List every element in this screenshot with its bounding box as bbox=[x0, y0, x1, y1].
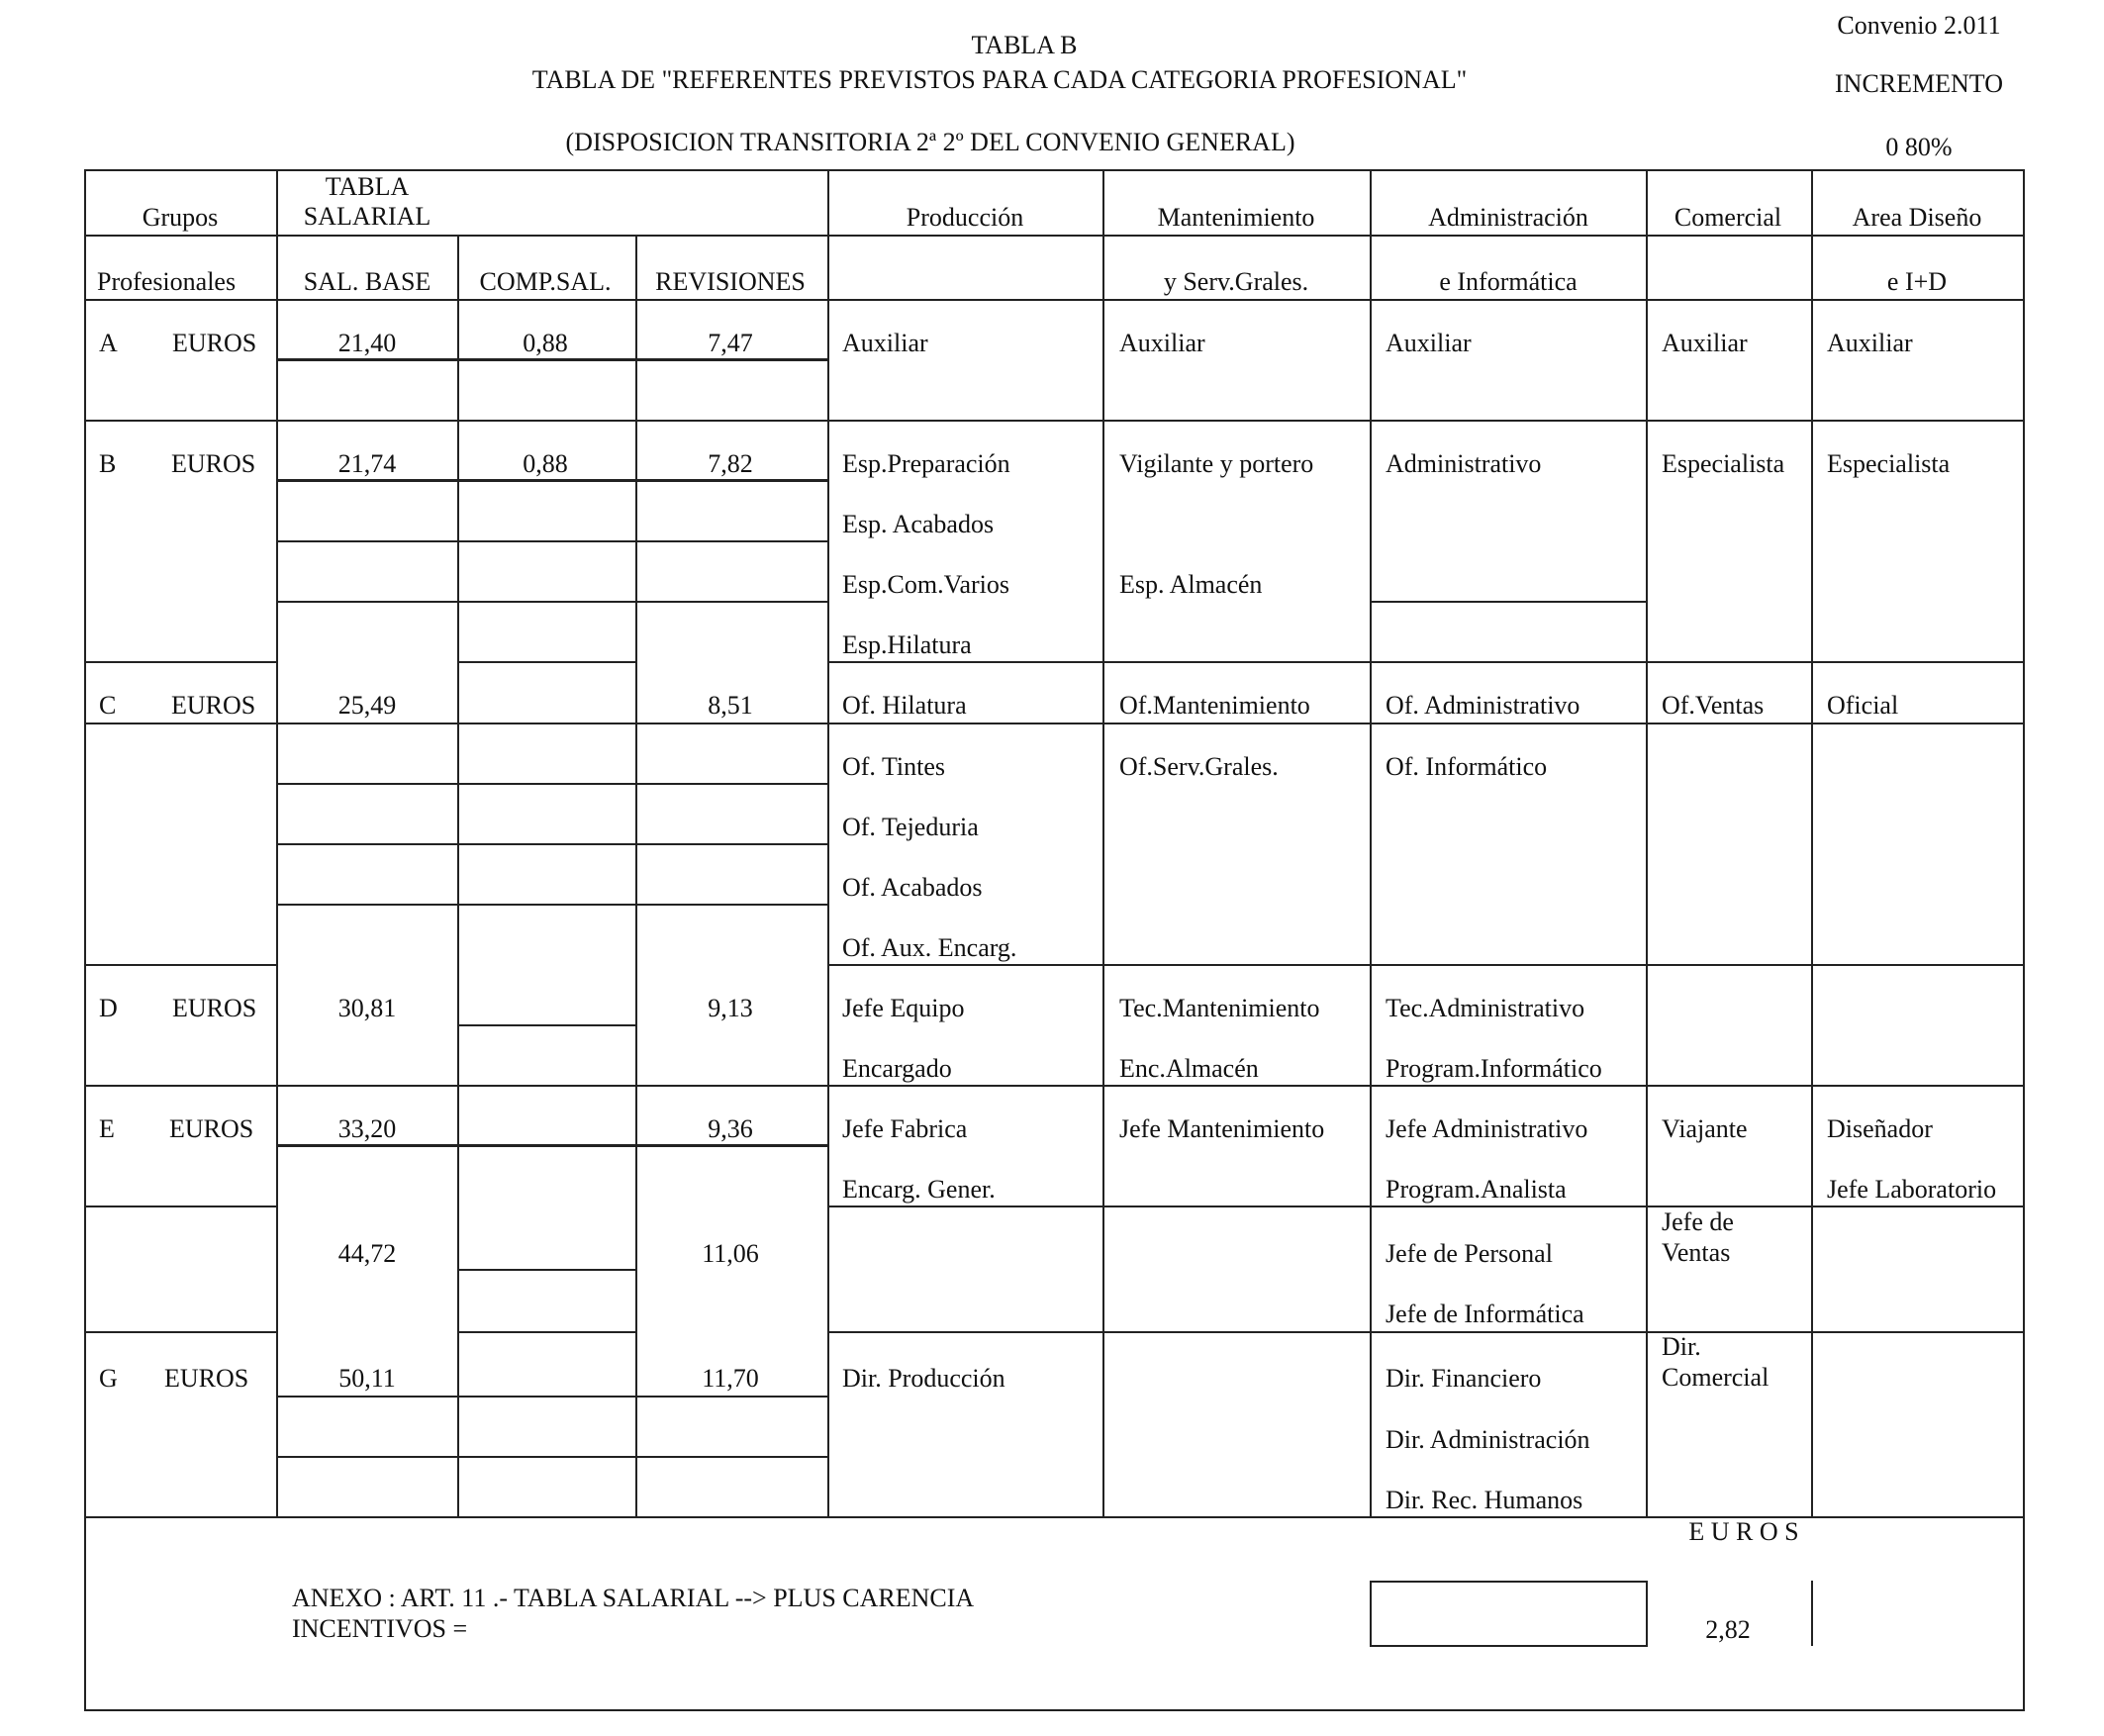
produccion-a: Auxiliar bbox=[842, 329, 928, 357]
administracion-c-2: Of. Informático bbox=[1386, 752, 1548, 781]
sal-base-d: 30,81 bbox=[337, 994, 397, 1022]
anexo-value-box bbox=[1370, 1581, 1648, 1647]
sal-base-g: 50,11 bbox=[338, 1364, 396, 1393]
group-letter-a: A bbox=[99, 329, 118, 357]
grid-line bbox=[276, 601, 828, 603]
convenio-label: Convenio 2.011 bbox=[1837, 11, 2001, 40]
anexo-plus-carencia-value: 2,82 bbox=[1705, 1615, 1751, 1644]
row-ef-line bbox=[827, 1206, 2025, 1207]
col-header-mantenimiento-sub: y Serv.Grales. bbox=[1163, 267, 1309, 296]
sal-base-a: 21,40 bbox=[337, 329, 397, 357]
sal-base-b: 21,74 bbox=[337, 449, 397, 478]
administracion-f-2: Jefe de Informática bbox=[1386, 1300, 1584, 1328]
col-header-diseno-sub: e I+D bbox=[1886, 267, 1948, 296]
row-e-bottom-line bbox=[84, 1085, 2025, 1087]
col-line-administracion bbox=[1370, 169, 1372, 1516]
col-header-produccion: Producción bbox=[906, 203, 1024, 232]
group-unit-g: EUROS bbox=[164, 1364, 249, 1393]
administracion-b: Administrativo bbox=[1386, 449, 1542, 478]
col-header-profesionales: Profesionales bbox=[97, 267, 237, 296]
sal-base-e: 33,20 bbox=[337, 1114, 397, 1143]
row-b-bottom-line bbox=[827, 661, 2025, 663]
group-unit-b: EUROS bbox=[171, 449, 256, 478]
diseno-c: Oficial bbox=[1827, 691, 1899, 720]
col-header-tabla: TABLA bbox=[325, 172, 410, 201]
col-line-produccion bbox=[827, 169, 829, 1516]
diseno-e-1: Diseñador bbox=[1827, 1114, 1933, 1143]
col-header-grupos: Grupos bbox=[142, 203, 219, 232]
produccion-c-1: Of. Hilatura bbox=[842, 691, 967, 720]
administracion-d-1: Tec.Administrativo bbox=[1386, 994, 1585, 1022]
revisiones-c: 8,51 bbox=[708, 691, 753, 720]
value-underline bbox=[276, 358, 828, 360]
comercial-g-2: Comercial bbox=[1662, 1363, 1769, 1392]
anexo-line-2: INCENTIVOS = bbox=[292, 1614, 468, 1643]
group-letter-g: G bbox=[99, 1364, 118, 1393]
produccion-e-1: Jefe Fabrica bbox=[842, 1114, 968, 1143]
group-letter-d: D bbox=[99, 994, 118, 1022]
grid-line bbox=[457, 1085, 635, 1087]
grid-line bbox=[457, 1024, 635, 1026]
col-line-revisiones bbox=[635, 235, 637, 1516]
col-header-revisiones: REVISIONES bbox=[655, 267, 806, 296]
revisiones-a: 7,47 bbox=[708, 329, 753, 357]
produccion-c-5: Of. Aux. Encarg. bbox=[842, 933, 1017, 962]
group-unit-e: EUROS bbox=[169, 1114, 254, 1143]
sal-base-c: 25,49 bbox=[337, 691, 397, 720]
mantenimiento-b-2: Esp. Almacén bbox=[1119, 570, 1263, 599]
administracion-f-1: Jefe de Personal bbox=[1386, 1239, 1553, 1268]
grid-line bbox=[276, 540, 828, 542]
grid-line bbox=[276, 783, 828, 785]
revisiones-d: 9,13 bbox=[708, 994, 753, 1022]
sal-base-f: 44,72 bbox=[337, 1239, 397, 1268]
anexo-divider bbox=[1811, 1581, 1813, 1646]
administracion-a: Auxiliar bbox=[1386, 329, 1472, 357]
revisiones-f: 11,06 bbox=[702, 1239, 759, 1268]
produccion-c-3: Of. Tejeduria bbox=[842, 813, 979, 841]
produccion-b-4: Esp.Hilatura bbox=[842, 630, 972, 659]
group-cd-line bbox=[84, 964, 276, 966]
comercial-c: Of.Ventas bbox=[1662, 691, 1765, 720]
group-letter-b: B bbox=[99, 449, 117, 478]
col-header-salarial: SALARIAL bbox=[303, 202, 431, 231]
col-header-administracion-sub: e Informática bbox=[1439, 267, 1578, 296]
produccion-e-2: Encarg. Gener. bbox=[842, 1175, 996, 1204]
grid-line bbox=[276, 904, 828, 906]
incremento-label: INCREMENTO bbox=[1835, 69, 2003, 98]
administracion-d-2: Program.Informático bbox=[1386, 1054, 1602, 1083]
produccion-b-3: Esp.Com.Varios bbox=[842, 570, 1009, 599]
produccion-b-2: Esp. Acabados bbox=[842, 510, 995, 538]
administracion-g-2: Dir. Administración bbox=[1386, 1425, 1590, 1454]
diseno-b: Especialista bbox=[1827, 449, 1951, 478]
mantenimiento-b-1: Vigilante y portero bbox=[1119, 449, 1314, 478]
admin-b-line bbox=[1370, 601, 1647, 603]
row-cd-line bbox=[827, 964, 2025, 966]
comp-sal-a: 0,88 bbox=[523, 329, 568, 357]
group-bc-line bbox=[84, 661, 276, 663]
group-letter-c: C bbox=[99, 691, 117, 720]
group-unit-d: EUROS bbox=[172, 994, 257, 1022]
grid-line bbox=[276, 1456, 828, 1458]
administracion-c-1: Of. Administrativo bbox=[1386, 691, 1580, 720]
incremento-value: 0 80% bbox=[1885, 133, 1953, 161]
produccion-g: Dir. Producción bbox=[842, 1364, 1005, 1393]
comercial-f-1: Jefe de bbox=[1662, 1207, 1734, 1236]
administracion-e-2: Program.Analista bbox=[1386, 1175, 1567, 1204]
mantenimiento-d-1: Tec.Mantenimiento bbox=[1119, 994, 1320, 1022]
comercial-e: Viajante bbox=[1662, 1114, 1748, 1143]
header-row-line bbox=[84, 235, 2025, 237]
diseno-e-2: Jefe Laboratorio bbox=[1827, 1175, 1997, 1204]
group-ef-line bbox=[84, 1206, 276, 1207]
group-unit-c: EUROS bbox=[171, 691, 256, 720]
mantenimiento-e: Jefe Mantenimiento bbox=[1119, 1114, 1325, 1143]
mantenimiento-d-2: Enc.Almacén bbox=[1119, 1054, 1259, 1083]
row-c-bottom-line bbox=[84, 723, 2025, 724]
col-line-mantenimiento bbox=[1102, 169, 1104, 1516]
value-underline bbox=[276, 1144, 828, 1146]
row-fg-line bbox=[827, 1331, 2025, 1333]
administracion-g-1: Dir. Financiero bbox=[1386, 1364, 1542, 1393]
col-header-diseno: Area Diseño bbox=[1852, 203, 1982, 232]
mantenimiento-a: Auxiliar bbox=[1119, 329, 1205, 357]
produccion-c-4: Of. Acabados bbox=[842, 873, 983, 902]
row-a-bottom-line bbox=[84, 420, 2025, 422]
col-header-mantenimiento: Mantenimiento bbox=[1157, 203, 1315, 232]
revisiones-b: 7,82 bbox=[708, 449, 753, 478]
col-header-sal-base: SAL. BASE bbox=[303, 267, 431, 296]
comercial-f-2: Ventas bbox=[1662, 1238, 1731, 1267]
table-frame bbox=[84, 169, 2025, 1711]
value-underline bbox=[276, 479, 828, 481]
diseno-a: Auxiliar bbox=[1827, 329, 1913, 357]
table-title: TABLA B bbox=[971, 31, 1078, 59]
grid-line bbox=[457, 661, 635, 663]
comp-sal-b: 0,88 bbox=[523, 449, 568, 478]
anexo-euros-label: E U R O S bbox=[1688, 1517, 1799, 1546]
col-line-compsal bbox=[457, 235, 459, 1516]
col-line-diseno bbox=[1811, 169, 1813, 1516]
mantenimiento-c-1: Of.Mantenimiento bbox=[1119, 691, 1310, 720]
grid-line bbox=[276, 1396, 828, 1398]
produccion-b-1: Esp.Preparación bbox=[842, 449, 1010, 478]
col-header-comercial: Comercial bbox=[1674, 203, 1782, 232]
group-fg-line bbox=[84, 1331, 276, 1333]
col-header-administracion: Administración bbox=[1428, 203, 1588, 232]
grid-line bbox=[276, 843, 828, 845]
comercial-b: Especialista bbox=[1662, 449, 1785, 478]
comercial-a: Auxiliar bbox=[1662, 329, 1748, 357]
grid-line bbox=[457, 1269, 635, 1271]
produccion-d-2: Encargado bbox=[842, 1054, 952, 1083]
grid-line bbox=[457, 1331, 635, 1333]
group-unit-a: EUROS bbox=[172, 329, 257, 357]
revisiones-g: 11,70 bbox=[702, 1364, 759, 1393]
administracion-g-3: Dir. Rec. Humanos bbox=[1386, 1486, 1583, 1514]
col-header-comp-sal: COMP.SAL. bbox=[479, 267, 612, 296]
header-bottom-line bbox=[84, 299, 2025, 301]
col-line-comercial bbox=[1646, 169, 1648, 1516]
revisiones-e: 9,36 bbox=[708, 1114, 753, 1143]
comercial-g-1: Dir. bbox=[1662, 1332, 1701, 1361]
produccion-d-1: Jefe Equipo bbox=[842, 994, 965, 1022]
administracion-e-1: Jefe Administrativo bbox=[1386, 1114, 1588, 1143]
disposicion-note: (DISPOSICION TRANSITORIA 2ª 2º DEL CONVENIO GENERAL) bbox=[565, 128, 1295, 156]
produccion-c-2: Of. Tintes bbox=[842, 752, 946, 781]
col-line-salbase bbox=[276, 169, 278, 1516]
table-subtitle: TABLA DE "REFERENTES PREVISTOS PARA CADA CATEGORIA PROFESIONAL" bbox=[531, 65, 1468, 94]
anexo-line-1: ANEXO : ART. 11 .- TABLA SALARIAL --> PLUS CARENCIA bbox=[292, 1584, 975, 1612]
mantenimiento-c-2: Of.Serv.Grales. bbox=[1119, 752, 1279, 781]
group-letter-e: E bbox=[99, 1114, 115, 1143]
